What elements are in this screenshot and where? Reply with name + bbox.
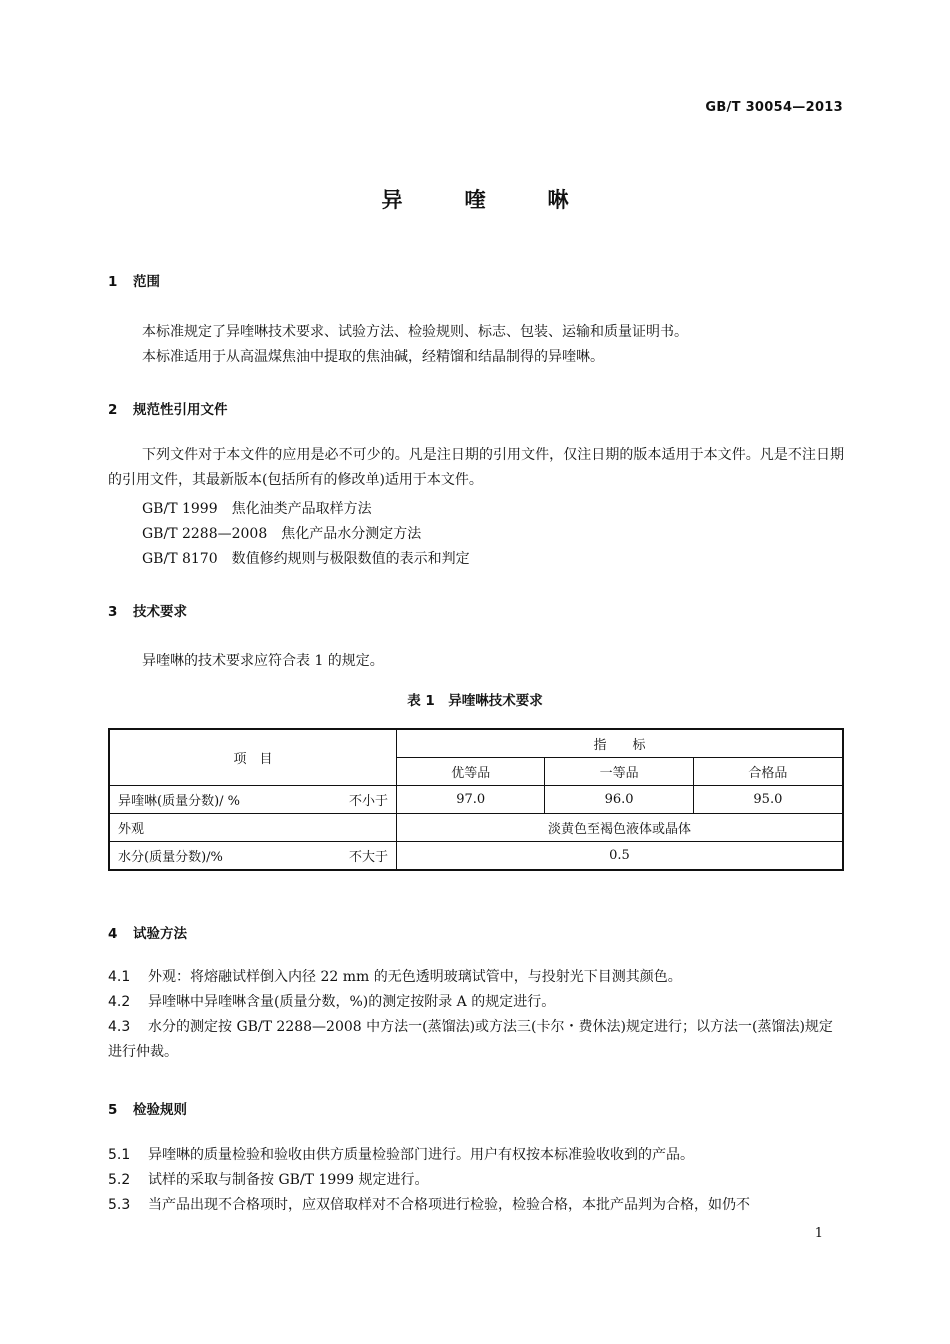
reference-title: 数值修约规则与极限数值的表示和判定 <box>231 551 470 567</box>
section-3-paragraph: 异喹啉的技术要求应符合表 1 的规定。 <box>142 653 384 669</box>
table-row-label <box>109 814 397 842</box>
clause-text: 水分的测定按 GB/T 2288—2008 中方法一(蒸馏法)或方法三(卡尔・费休法)规定进行；以方法一(蒸馏法)规定进行仲裁。 <box>108 1019 833 1060</box>
section-number: 1 <box>108 274 118 290</box>
clause-text: 当产品出现不合格项时，应双倍取样对不合格项进行检验，检验合格，本批产品判为合格，如仍不 <box>148 1197 750 1213</box>
clause-text: 异喹啉中异喹啉含量(质量分数，%)的测定按附录 A 的规定进行。 <box>148 994 556 1010</box>
section-1-heading <box>108 270 160 290</box>
table-cell: 96.0 <box>545 786 693 814</box>
section-title: 范围 <box>133 274 160 290</box>
clause-5-3 <box>108 1193 844 1218</box>
table-caption: 表 1 异喹啉技术要求 <box>407 693 543 709</box>
section-1-paragraph-1: 本标准规定了异喹啉技术要求、试验方法、检验规则、标志、包装、运输和质量证明书。 <box>142 324 688 340</box>
section-title: 试验方法 <box>133 926 187 942</box>
section-2-paragraph: 下列文件对于本文件的应用是必不可少的。凡是注日期的引用文件，仅注日期的版本适用于本文件。凡是不注日期的引用文件，其最新版本(包括所有的修改单)适用于本文件。 <box>108 447 844 488</box>
reference-title: 焦化产品水分测定方法 <box>281 526 422 542</box>
clause-number: 4.2 <box>108 994 131 1010</box>
table-header-grade: 一等品 <box>545 758 693 786</box>
section-title: 规范性引用文件 <box>133 402 228 418</box>
clause-4-1 <box>108 965 844 990</box>
table-cell-merged: 0.5 <box>397 842 844 871</box>
row-item: 水分(质量分数)/% <box>118 850 223 865</box>
reference-item <box>142 498 372 518</box>
reference-title: 焦化油类产品取样方法 <box>231 501 372 517</box>
reference-code: GB/T 8170 <box>142 551 218 567</box>
section-title: 检验规则 <box>133 1102 187 1118</box>
reference-item <box>142 523 421 543</box>
section-number: 2 <box>108 402 118 418</box>
table-row <box>109 786 843 814</box>
row-limit: 不大于 <box>348 850 388 865</box>
clause-5-2 <box>108 1168 844 1193</box>
row-item: 异喹啉(质量分数)/ % <box>118 794 241 809</box>
clause-text: 外观：将熔融试样倒入内径 22 mm 的无色透明玻璃试管中，与投射光下目测其颜色。 <box>148 969 682 985</box>
reference-code: GB/T 2288—2008 <box>142 526 268 542</box>
clause-number: 4.1 <box>108 969 131 985</box>
document-title: 异喹啉 <box>381 188 631 212</box>
section-number: 5 <box>108 1102 118 1118</box>
table-cell: 95.0 <box>693 786 843 814</box>
table-cell: 97.0 <box>397 786 545 814</box>
row-item: 外观 <box>118 822 145 837</box>
table-header-item: 项 目 <box>109 729 397 786</box>
clause-4-3 <box>108 1015 844 1065</box>
table-row-label <box>109 786 397 814</box>
section-number: 4 <box>108 926 118 942</box>
clause-text: 试样的采取与制备按 GB/T 1999 规定进行。 <box>148 1172 429 1188</box>
table-header-grade: 合格品 <box>693 758 843 786</box>
clause-number: 5.3 <box>108 1197 131 1213</box>
clause-number: 5.1 <box>108 1147 131 1163</box>
row-limit: 不小于 <box>348 794 388 809</box>
clause-number: 5.2 <box>108 1172 131 1188</box>
table-row <box>109 842 843 871</box>
table-row <box>109 814 843 842</box>
table-cell-merged: 淡黄色至褐色液体或晶体 <box>397 814 844 842</box>
table-header-grade: 优等品 <box>397 758 545 786</box>
clause-4-2 <box>108 990 844 1015</box>
clause-number: 4.3 <box>108 1019 131 1035</box>
clause-text: 异喹啉的质量检验和验收由供方质量检验部门进行。用户有权按本标准验收收到的产品。 <box>148 1147 694 1163</box>
section-2-heading <box>108 398 228 418</box>
page-number: 1 <box>814 1226 823 1241</box>
technical-requirements-table <box>108 728 844 871</box>
section-number: 3 <box>108 604 118 620</box>
table-header-index: 指 标 <box>397 729 844 758</box>
table-row-label <box>109 842 397 871</box>
section-5-heading <box>108 1098 187 1118</box>
reference-code: GB/T 1999 <box>142 501 218 517</box>
section-3-heading <box>108 600 187 620</box>
section-4-heading <box>108 922 187 942</box>
clause-5-1 <box>108 1143 844 1168</box>
section-title: 技术要求 <box>133 604 187 620</box>
reference-item <box>142 548 470 568</box>
section-1-paragraph-2: 本标准适用于从高温煤焦油中提取的焦油碱，经精馏和结晶制得的异喹啉。 <box>142 349 604 365</box>
standard-number: GB/T 30054—2013 <box>705 100 843 115</box>
